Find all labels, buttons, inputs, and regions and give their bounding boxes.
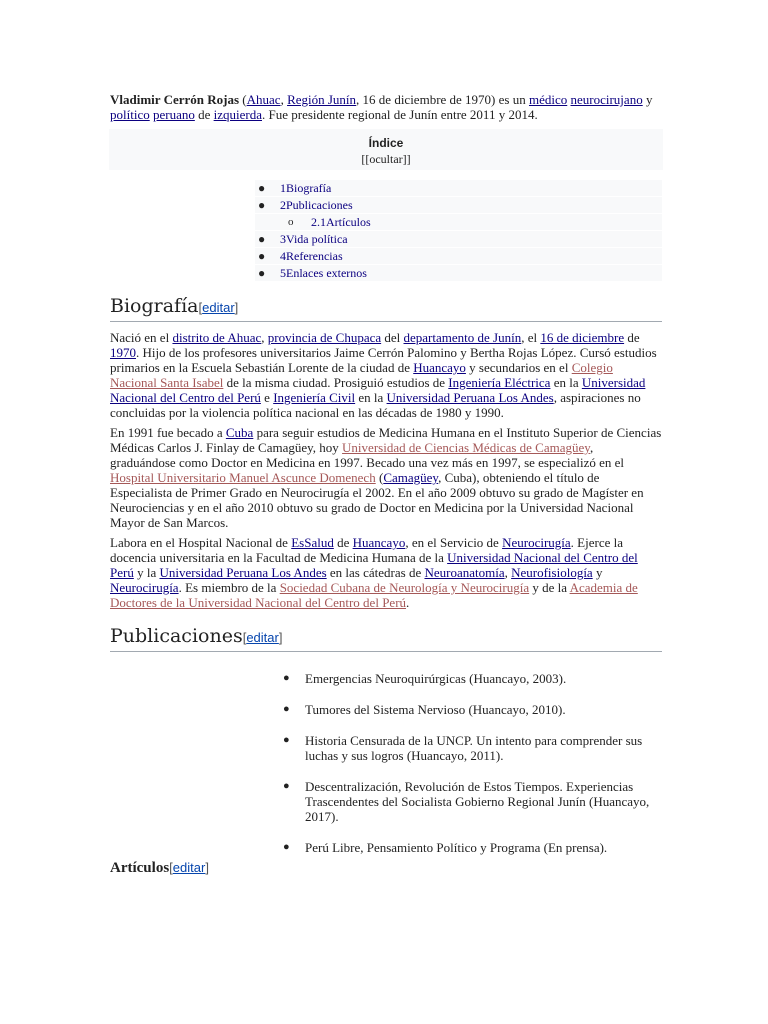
toc-list-wrapper [110,179,662,281]
link-academia-doctores[interactable]: Academia de Doctores de la Universidad Nacional del Centro del Perú [110,580,638,610]
toc-item-enlaces-externos[interactable]: ● 5Enlaces externos [255,264,662,281]
link-upla-2[interactable]: Universidad Peruana Los Andes [159,565,327,580]
link-16-diciembre[interactable]: 16 de diciembre [540,330,625,345]
link-izquierda[interactable]: izquierda [213,107,262,122]
link-medico[interactable]: médico [528,92,568,107]
toc-hide-toggle[interactable]: [[ocultar]] [361,152,411,166]
link-ingenieria-electrica[interactable]: Ingeniería Eléctrica [448,375,551,390]
biografia-paragraph-3: Labora en el Hospital Nacional de EsSalud de Huancayo, en el Servicio de Neurocirugía. Ejerce la docencia universitaria en la Facultad de Medicina Humana de la Universidad Nacional del Centro del Perú y la Universidad Peruana Los Andes en las cátedras de Neuroanatomía, Neurofisiología y Neurocirugía. Es miembro de la Sociedad Cubana de Neurología y Neurocirugía y de la Academia de Doctores de la Universidad Nacional del Centro del Perú. [110,535,638,610]
link-essalud[interactable]: EsSalud [291,535,334,550]
link-politico[interactable]: político [110,107,150,122]
table-of-contents [109,129,663,170]
link-huancayo-2[interactable]: Huancayo [352,535,406,550]
toc-item-publicaciones[interactable]: ● 2Publicaciones [255,196,662,213]
bullet-icon: ● [258,198,266,212]
link-ahuac[interactable]: Ahuac [246,92,281,107]
bullet-icon: ● [258,181,266,195]
link-camaguey[interactable]: Camagüey [383,470,439,485]
intro-paragraph: Vladimir Cerrón Rojas (Ahuac, Región Junín, 16 de diciembre de 1970) es un médico neurocirujano y político peruano de izquierda. Fue presidente regional de Junín entre 2011 y 2014. [110,92,653,122]
bullet-icon: ● [283,672,290,684]
link-neuroanatomia[interactable]: Neuroanatomía [424,565,505,580]
toc-item-vida-politica[interactable]: ● 3Vida política [255,230,662,247]
toc-item-referencias[interactable]: ● 4Referencias [255,247,662,264]
toc-item-articulos[interactable]: o 2.1Artículos [255,213,662,230]
article-content [110,92,662,877]
bullet-icon: ● [258,249,266,263]
list-item: ● Emergencias Neuroquirúrgicas (Huancayo, 2003). [283,671,567,686]
link-peruano[interactable]: peruano [152,107,195,122]
toc-title: Índice [368,136,404,150]
link-uncp-2[interactable]: Universidad Nacional del Centro del Perú [110,550,638,580]
link-departamento-junin[interactable]: departamento de Junín [403,330,522,345]
list-item: ● Historia Censurada de la UNCP. Un intento para comprender sus luchas y sus logros (Huancayo, 2011). [283,733,643,763]
link-universidad-ciencias-medicas[interactable]: Universidad de Ciencias Médicas de Camagüey [342,440,590,455]
section-heading-publicaciones: Publicaciones[editar] [110,624,662,652]
toc-item-biografia[interactable]: ● 1Biografía [255,179,662,196]
bullet-icon: ● [258,266,266,280]
link-upla[interactable]: Universidad Peruana Los Andes [386,390,554,405]
section-heading-biografia: Biografía[editar] [110,294,662,322]
biografia-paragraph-2: En 1991 fue becado a Cuba para seguir estudios de Medicina Humana en el Instituto Superior de Ciencias Médicas Carlos J. Finlay de Camagüey, hoy Universidad de Ciencias Médicas de Camagüey, graduándose como Doctor en Medicina en 1997. Becado una vez más en 1997, se especializó en el Hospital Universitario Manuel Ascunce Domenech (Camagüey, Cuba), obteniendo el título de Especialista de Primer Grado en Neurocirugía el 2002. En el año 2009 obtuvo su grado de Magíster en Neurociencias y en el año 2010 obtuvo su grado de Doctor en Medicina por la Universidad Nacional Mayor de San Marcos. [110,425,662,530]
bullet-icon: ● [283,703,290,715]
link-huancayo[interactable]: Huancayo [413,360,466,375]
toc-list [255,179,662,281]
list-item: ● Descentralización, Revolución de Estos Tiempos. Experiencias Trascendentes del Socialista Gobierno Regional Junín (Huancayo, 2017). [283,779,650,824]
publications-list [277,671,662,855]
bullet-icon: ● [283,734,290,746]
link-distrito-ahuac[interactable]: distrito de Ahuac [172,330,262,345]
link-1970[interactable]: 1970 [110,345,136,360]
circle-bullet-icon: o [288,216,294,228]
link-provincia-chupaca[interactable]: provincia de Chupaca [267,330,382,345]
link-sociedad-cubana[interactable]: Sociedad Cubana de Neurología y Neurocirugía [279,580,530,595]
list-item: ● Perú Libre, Pensamiento Político y Programa (En prensa). [283,840,608,855]
link-neurofisiologia[interactable]: Neurofisiología [511,565,593,580]
link-ingenieria-civil[interactable]: Ingeniería Civil [273,390,356,405]
link-hospital-ascunce[interactable]: Hospital Universitario Manuel Ascunce Domenech [110,470,376,485]
edit-section-link: [editar] [198,300,239,315]
link-region-junin[interactable]: Región Junín [287,92,357,107]
list-item: ● Tumores del Sistema Nervioso (Huancayo, 2010). [283,702,566,717]
link-neurocirujano[interactable]: neurocirujano [570,92,643,107]
link-neurocirugia[interactable]: Neurocirugía [502,535,571,550]
edit-section-link: [editar] [242,630,283,645]
section-heading-articulos: Artículos[editar] [110,860,209,876]
link-uncp[interactable]: Universidad Nacional del Centro del Perú [110,375,646,405]
link-colegio-santa-isabel[interactable]: Colegio Nacional Santa Isabel [110,360,613,390]
link-neurocirugia-2[interactable]: Neurocirugía [110,580,179,595]
bullet-icon: ● [283,780,290,792]
bullet-icon: ● [258,232,266,246]
link-cuba[interactable]: Cuba [225,425,254,440]
edit-section-link: [editar] [169,860,209,875]
subject-name: Vladimir Cerrón Rojas [110,92,240,107]
bullet-icon: ● [283,841,290,853]
biografia-paragraph-1: Nació en el distrito de Ahuac, provincia de Chupaca del departamento de Junín, el 16 de diciembre de 1970. Hijo de los profesores universitarios Jaime Cerrón Palomino y Bertha Rojas López. Cursó estudios primarios en la Escuela Sebastián Lorente de la ciudad de Huancayo y secundarios en el Colegio Nacional Santa Isabel de la misma ciudad. Prosiguió estudios de Ingeniería Eléctrica en la Universidad Nacional del Centro del Perú e Ingeniería Civil en la Universidad Peruana Los Andes, aspiraciones no concluidas por la violencia política nacional en las décadas de 1980 y 1990. [110,330,657,420]
